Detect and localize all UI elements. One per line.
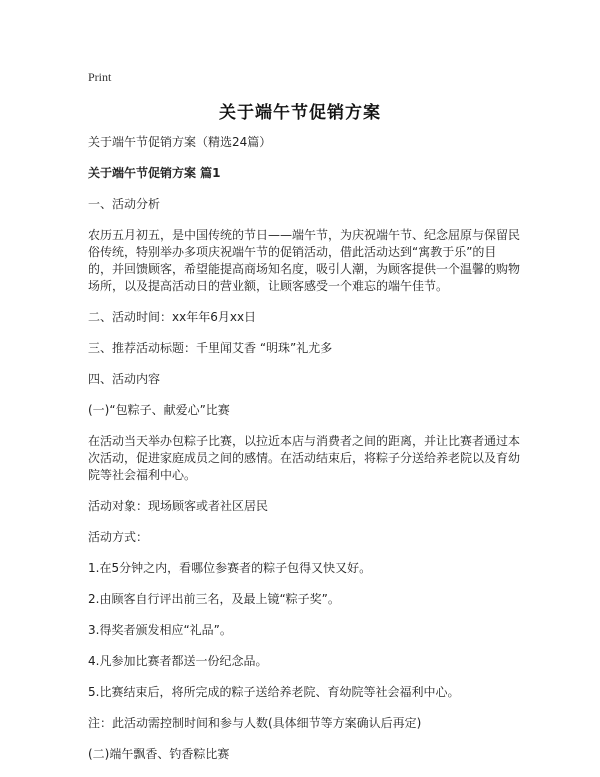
- paragraph: 二、活动时间：xx年年6月xx日: [88, 310, 257, 324]
- list-item: 1.在5分钟之内，看哪位参赛者的粽子包得又快又好。: [88, 561, 372, 575]
- list-item: 3.得奖者颁发相应“礼品”。: [88, 623, 232, 637]
- paragraph: 三、推荐活动标题：千里闻艾香 “明珠”礼尤多: [88, 341, 333, 355]
- paragraph: 在活动当天举办包粽子比赛，以拉近本店与消费者之间的距离，并让比赛者通过本次活动，促进家庭成员之间的感情。在活动结束后，将粽子分送给养老院以及育幼院等社会福利中心。: [88, 434, 521, 482]
- paragraph: 四、活动内容: [88, 372, 161, 386]
- paragraph: (二)端午飘香、钓香粽比赛: [88, 747, 230, 761]
- paragraph: 活动对象：现场顾客或者社区居民: [88, 499, 269, 513]
- document-body: [88, 134, 520, 777]
- print-label: Print: [88, 70, 112, 84]
- subtitle: 关于端午节促销方案（精选24篇）: [88, 135, 272, 149]
- paragraph: 注：此活动需控制时间和参与人数(具体细节等方案确认后再定): [88, 716, 422, 730]
- section-heading: 关于端午节促销方案 篇1: [88, 166, 221, 180]
- document-title: 关于端午节促销方案: [219, 103, 381, 123]
- list-item: 5.比赛结束后，将所完成的粽子送给养老院、育幼院等社会福利中心。: [88, 685, 460, 699]
- paragraph: (一)“包粽子、献爱心”比赛: [88, 403, 230, 417]
- list-item: 2.由顾客自行评出前三名，及最上镜“粽子奖”。: [88, 592, 340, 606]
- paragraph: 农历五月初五，是中国传统的节日——端午节，为庆祝端午节、纪念屈原与保留民俗传统，特别举办多项庆祝端午节的促销活动，借此活动达到“寓教于乐”的目的，并回馈顾客，希望能提高商场知名度，吸引人潮，为顾客提供一个温馨的购物场所，以及提高活动日的营业额，让顾客感受一个难忘的端午佳节。: [88, 228, 521, 293]
- paragraph: 一、活动分析: [88, 197, 161, 211]
- list-item: 4.凡参加比赛者都送一份纪念品。: [88, 654, 268, 668]
- paragraph: 活动方式：: [88, 530, 149, 544]
